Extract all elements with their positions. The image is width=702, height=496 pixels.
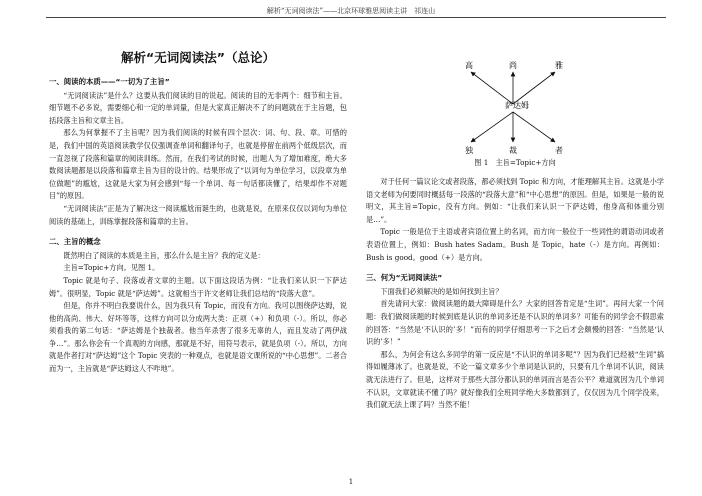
right-paragraph: 对于任何一篇议论文或者段落，都必须找到 Topic 和方向，才能理解其主旨。这就是小学语文老师为何要同时概括每一段落的“段落大意”和“中心思想”的原因。但是，如果是一般的说明文，其主旨=Topic，没有方向。例如：“让我们来认识一下萨达姆，他身高和体重分别是…”。 bbox=[366, 177, 664, 224]
figure-bottom-label: 裁 bbox=[509, 146, 517, 155]
direction-arrow bbox=[513, 72, 555, 104]
section1-heading: 一、阅读的本质——“一切为了主旨” bbox=[49, 77, 170, 86]
direction-arrow bbox=[513, 112, 555, 142]
section3-paragraph: 首先请问大家：做阅读题的最大障碍是什么？大家的回答肯定是“生词”。再问大家一个问题：我们做阅读题的时候到底是认识的单词多还是不认识的单词多？可能有的同学会不假思索的回答：“当然是‘不认识的’多！”而有的同学仔细思考一下之后才会颇慢的回答：“当然是‘认识的’多！” bbox=[366, 299, 664, 347]
figure-top-label: 雅 bbox=[555, 61, 563, 70]
left-column bbox=[49, 50, 347, 376]
section2-paragraph: 既然明白了阅读的本质是主旨，那么什么是主旨？我的定义是： bbox=[63, 250, 265, 260]
figure-caption: 图 1 主旨=Topic+方向 bbox=[474, 158, 556, 167]
section3-paragraph: 下面我们必须解决的是如何找到主旨？ bbox=[380, 286, 503, 296]
header-rule bbox=[46, 17, 666, 18]
topic-direction-figure bbox=[455, 58, 575, 173]
direction-arrow bbox=[471, 112, 513, 142]
section1-paragraph: “无词阅读法”正是为了解决这一阅读尴尬而诞生的，也就是说，在原来仅仅以词句为单位阅读的基础上，训练掌握段落和篇章的主旨。 bbox=[49, 203, 347, 226]
figure-top-label: 尚 bbox=[509, 61, 517, 70]
section3-paragraph: 那么，为何会有这么多同学的第一反应是“不认识的单词多呢”？因为我们已经被“生词”搞得如履薄冰了。也就是说，不论一篇文章多少个单词是认识的，只要有几个单词不认识，阅读就无法进行了。但是，这样对于那些大部分都认识的单词而言是否公平？难道就因为几个单词不认识，文章就读不懂了吗？就好像我们全班同学绝大多数都到了，仅仅因为几个同学没来，我们就无法上课了吗？当然不能！ bbox=[366, 349, 664, 410]
right-paragraph: Topic 一般是位于主语或者宾语位置上的名词，而方向一般位于一些词性的谓语动词或者表语位置上，例如：Bush hates Sadam。Bush 是 Topic，hate（-）是方向。再例如：Bush is good。good（+）是方向。 bbox=[366, 227, 664, 262]
section2-paragraph: 但是，你并不明白我要说什么，因为我只有 Topic，而没有方向。我可以围绕萨达姆，说他的高尚、伟大、好坏等等，这样方向可以分成两大类：正项（+）和负项（-）。所以，你必须看我的第二句话：“萨达姆是个独裁者。他当年杀害了很多无辜的人，而且发动了两伊战争…”。那么你会有一个真观的方向感，那就是不好，用符号表示，就是负项（-）。所以，方向就是作者打对“萨达姆”这个 Topic 突表的一种观点，也就是语文课所说的“中心思想”。二者合而为一，主旨就是“萨达姆这人不咋地”。 bbox=[49, 301, 347, 374]
section2-heading: 二、主旨的概念 bbox=[49, 237, 101, 247]
right-column bbox=[366, 176, 664, 412]
figure-top-label: 高 bbox=[465, 61, 473, 70]
section2-paragraph: 主旨=Topic+方向。见图 1。 bbox=[63, 263, 160, 273]
section1-paragraph: “无词阅读法”是什么？这要从我们阅读的目的说起。阅读的目的无非两个：细节和主旨。细节题不必多说，需要细心和一定的单词量，但是大家真正解决不了的问题就在于主旨题，包括段落主旨和文章主旨。 bbox=[49, 90, 347, 125]
figure-bottom-label: 独 bbox=[465, 146, 473, 155]
section1-paragraph: 那么为何掌握不了主旨呢？因为我们阅读的时候有四个层次：词、句、段、章。可惜的是，我们中国的英语阅读教学仅仅强调查单词和翻译句子，也就是停留在前两个低级层次，而一直忽视了段落和篇章的阅读训练。然而，在我们考试的时候，出题人为了增加难度，绝大多数阅读题都是以段落和篇章主旨为目的设计的。结果形成了“以词句为单位学习，以段章为单位做题”的尴尬，这就是大家为何会感到“每一个单词、每一句话都读懂了，结果却作不对题目”的原因。 bbox=[49, 128, 347, 201]
section3-heading: 三、何为“无词阅读法” bbox=[366, 273, 443, 283]
page-number: 1 bbox=[348, 478, 354, 486]
document-title: 解析“无词阅读法”（总论） bbox=[121, 50, 275, 65]
figure-center-label: 萨达姆 bbox=[505, 101, 529, 110]
page-header: 解析“无词阅读法”——北京环球雅思阅读主讲 祁连山 bbox=[266, 7, 436, 15]
direction-arrow bbox=[471, 72, 513, 104]
section2-paragraph: Topic 就是句子、段落或者文章的主题。以下面这段话为例：“让我们来认识一下萨达姆”。很明显，Topic 就是“萨达姆”。这就相当于许文老师让我们总结的“段落大意”。 bbox=[49, 275, 347, 298]
figure-bottom-label: 者 bbox=[555, 146, 563, 155]
